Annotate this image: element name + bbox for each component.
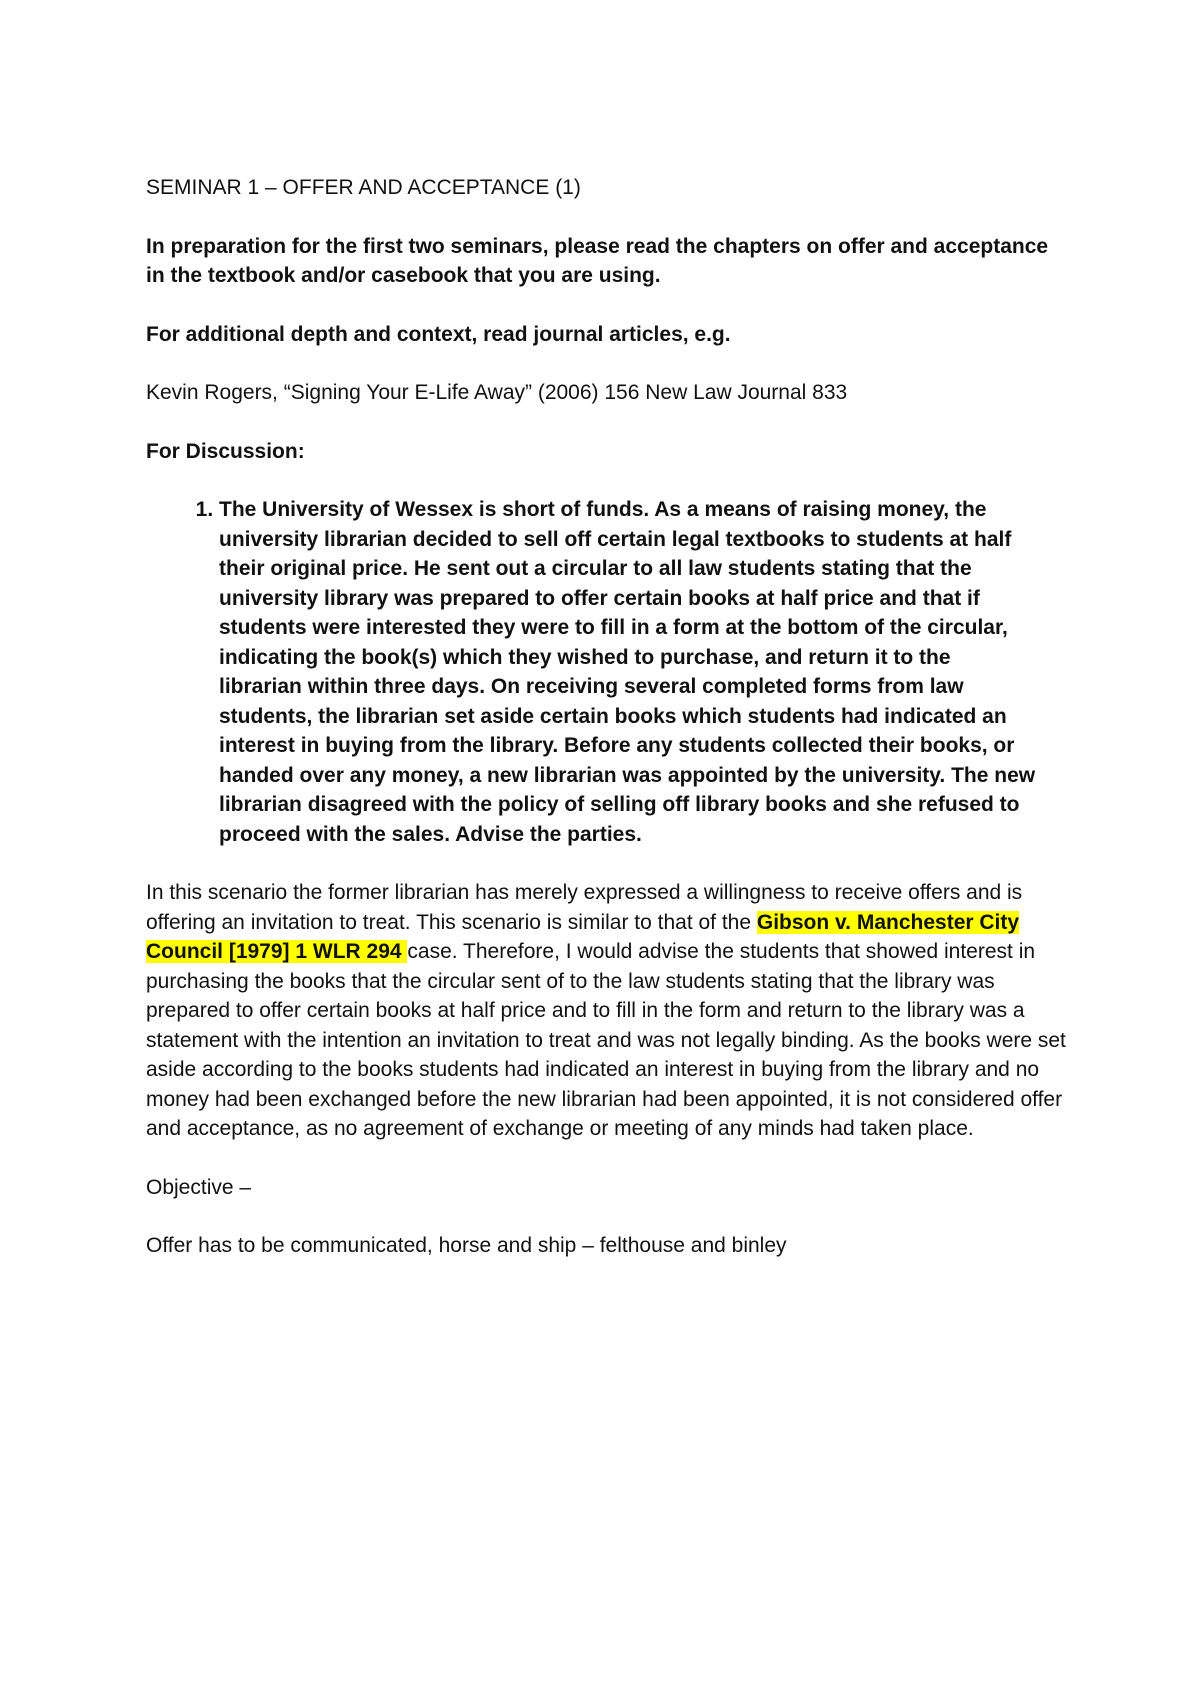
question-item: 1. The University of Wessex is short of funds. As a means of raising money, the university librarian decided to sell off certain legal textbooks to students at half their original price. He sent out a circular to all law students stating that the university library was prepared to offer certain books at half price and that if students were interested they were to fill in a form at the bottom of the circular, indicating the book(s) which they wished to purchase, and return it to the librarian within three days. On receiving several completed forms from law students, the librarian set aside certain books which students had indicated an interest in buying from the library. Before any students collected their books, or handed over any money, a new librarian was appointed by the university. The new librarian disagreed with the policy of selling off library books and she refused to proceed with the sales. Advise the parties.	[219, 495, 1036, 849]
journal-reference: Kevin Rogers, “Signing Your E-Life Away” (2006) 156 New Law Journal 833	[146, 381, 848, 404]
answer-text-before: In this scenario the former librarian has merely expressed a willingness to receive offers and is offering an invitation to treat. This scenario is similar to that of the	[146, 881, 1023, 934]
case-citation-highlight: Gibson v. Manchester City Council [1979] 1 WLR 294	[146, 910, 1020, 963]
answer-paragraph	[146, 878, 1066, 1144]
page-title: SEMINAR 1 – OFFER AND ACCEPTANCE (1)	[146, 176, 581, 199]
discussion-questions-list	[146, 495, 1066, 849]
additional-reading-paragraph: For additional depth and context, read journal articles, e.g.	[146, 322, 731, 346]
discussion-heading: For Discussion:	[146, 439, 305, 463]
objective-label: Objective –	[146, 1175, 252, 1199]
answer-text-after: case. Therefore, I would advise the students that showed interest in purchasing the books that the circular sent of to the law students stating that the library was prepared to offer certain books at half price and to fill in the form and return to the library was a statement with the intention an invitation to treat and was not legally binding. As the books were set aside according to the books students had indicated an interest in buying from the library and no money had been exchanged before the new librarian had been appointed, it is not considered offer and acceptance, as no agreement of exchange or meeting of any minds had taken place.	[146, 940, 1066, 1140]
objective-note: Offer has to be communicated, horse and ship – felthouse and binley	[146, 1234, 787, 1257]
document-body	[146, 173, 1066, 1290]
intro-paragraph: In preparation for the first two seminars, please read the chapters on offer and acceptance in the textbook and/or casebook that you are using.	[146, 234, 1049, 287]
